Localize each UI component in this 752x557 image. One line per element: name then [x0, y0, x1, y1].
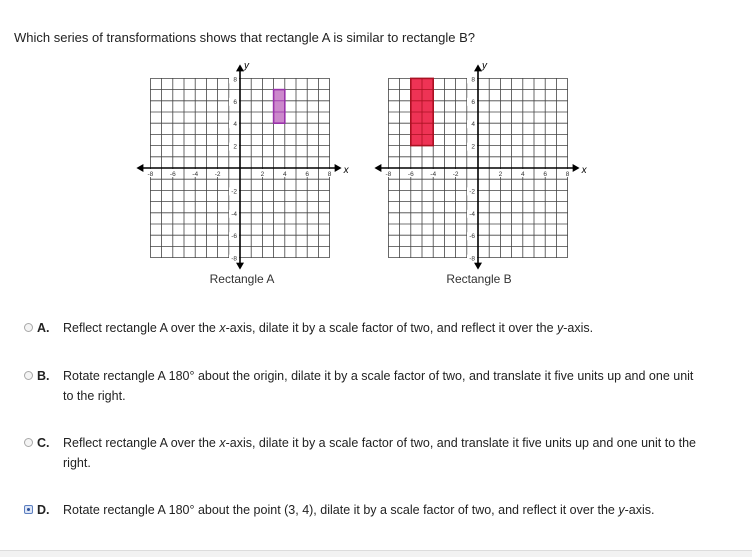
axis-arrow [573, 164, 580, 172]
axis-arrow [335, 164, 342, 172]
y-tick-label: 8 [471, 76, 475, 84]
coordinate-grid [136, 62, 356, 272]
radio-button-a[interactable] [24, 323, 33, 332]
y-tick-label: -8 [231, 255, 237, 263]
page-bottom-bar [0, 550, 752, 557]
axis-arrow [136, 164, 143, 172]
option-letter: A. [37, 321, 50, 335]
x-axis-label: x [581, 165, 587, 176]
axis-arrow [474, 64, 482, 71]
caption-rectangle-a: Rectangle A [209, 272, 275, 286]
caption-rectangle-b: Rectangle B [446, 272, 512, 286]
axis-arrow [236, 64, 244, 71]
y-tick-label: -6 [469, 233, 475, 241]
axis-arrow [236, 263, 244, 270]
x-tick-label: 6 [305, 171, 310, 178]
y-tick-label: 4 [471, 121, 475, 129]
x-tick-label: -4 [192, 171, 199, 178]
option-letter: D. [37, 503, 50, 517]
y-tick-label: -2 [469, 188, 475, 196]
x-tick-label: -8 [147, 171, 154, 178]
rectangle-shape [274, 90, 285, 124]
y-tick-label: 8 [233, 76, 237, 84]
y-tick-label: 2 [471, 143, 475, 151]
y-tick-label: -4 [469, 210, 475, 218]
option-letter: B. [37, 369, 50, 383]
option-text: Rotate rectangle A 180° about the origin, dilate it by a scale factor of two, and translate it five units up and one unit to the right. [63, 369, 694, 403]
x-axis-label: x [343, 165, 349, 176]
option-text: Rotate rectangle A 180° about the point (3, 4), dilate it by a scale factor of two, and reflect it over the y-axis. [63, 503, 655, 517]
y-tick-label: -8 [469, 255, 475, 263]
question-text: Which series of transformations shows that rectangle A is similar to rectangle B? [14, 30, 475, 45]
x-tick-label: -6 [407, 171, 414, 178]
option-letter: C. [37, 436, 50, 450]
option-text: Reflect rectangle A over the x-axis, dilate it by a scale factor of two, and translate it five units up and one unit to the right. [63, 436, 696, 470]
y-tick-label: 2 [233, 143, 237, 151]
y-tick-label: 6 [471, 98, 475, 106]
y-tick-label: -6 [231, 233, 237, 241]
y-tick-label: -2 [231, 188, 237, 196]
x-tick-label: -2 [452, 171, 459, 178]
axis-arrow [474, 263, 482, 270]
axis-arrow [374, 164, 381, 172]
x-tick-label: 4 [520, 171, 525, 178]
radio-button-c[interactable] [24, 438, 33, 447]
y-axis-label: y [482, 60, 487, 72]
x-tick-label: 2 [260, 171, 265, 178]
x-tick-label: -2 [214, 171, 221, 178]
coordinate-grid [374, 62, 594, 272]
graph-rectangle-a [136, 62, 356, 272]
x-tick-label: -4 [430, 171, 437, 178]
x-tick-label: 2 [498, 171, 503, 178]
x-tick-label: 6 [543, 171, 548, 178]
radio-button-b[interactable] [24, 371, 33, 380]
x-tick-label: -8 [385, 171, 392, 178]
x-tick-label: 8 [565, 171, 570, 178]
graph-rectangle-b [374, 62, 594, 272]
y-tick-label: -4 [231, 210, 237, 218]
option-text: Reflect rectangle A over the x-axis, dilate it by a scale factor of two, and reflect it over the y-axis. [63, 321, 594, 335]
y-axis-label: y [244, 60, 249, 72]
x-tick-label: 4 [282, 171, 287, 178]
x-tick-label: -6 [169, 171, 176, 178]
y-tick-label: 4 [233, 121, 237, 129]
x-tick-label: 8 [327, 171, 332, 178]
radio-button-d[interactable] [24, 505, 33, 514]
y-tick-label: 6 [233, 98, 237, 106]
